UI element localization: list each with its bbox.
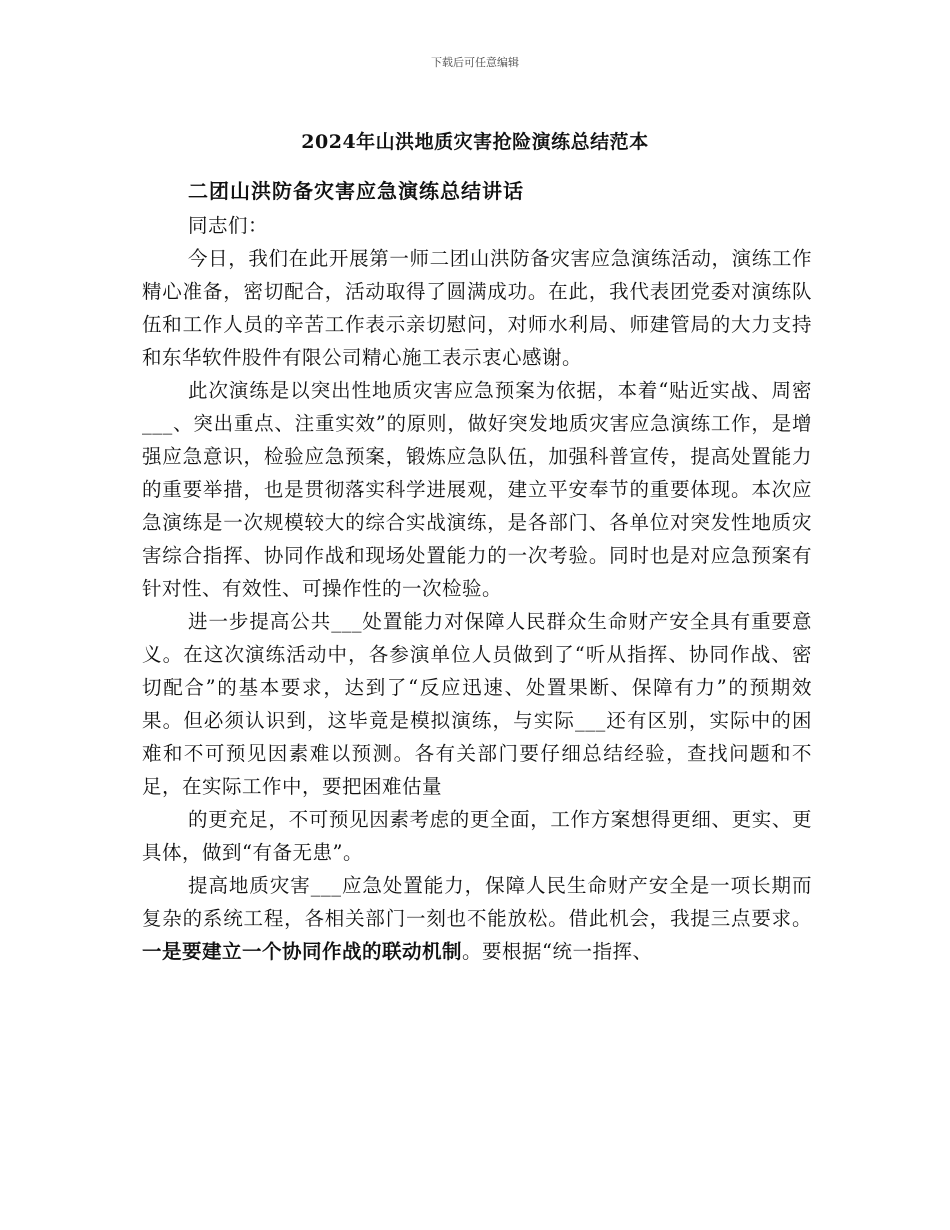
paragraph-5-emphasis: 一是要建立一个协同作战的联动机制 xyxy=(142,940,463,963)
paragraph-5-tail: 。要根据“统一指挥、 xyxy=(462,940,653,963)
paragraph-2: 此次演练是以突出性地质灾害应急预案为依据，本着“贴近实战、周密___、突出重点、注重实效”的原则，做好突发地质灾害应急演练工作，是增强应急意识，检验应急预案，锻炼应急队伍，加强科普宣传，提高处置能力的重要举措，也是贯彻落实科学进展观，建立平安奉节的重要体现。本次应急演练是一次规模较大的综合实战演练，是各部门、各单位对突发性地质灾害综合指挥、协同作战和现场处置能力的一次考验。同时也是对应急预案有针对性、有效性、可操作性的一次检验。 xyxy=(142,379,812,600)
document-body xyxy=(142,209,812,968)
document-title: 2024年山洪地质灾害抢险演练总结范本 xyxy=(301,131,649,153)
paragraph-1: 今日，我们在此开展第一师二团山洪防备灾害应急演练活动，演练工作精心准备，密切配合，活动取得了圆满成功。在此，我代表团党委对演练队伍和工作人员的辛苦工作表示亲切慰问，对师水利局、师建管局的大力支持和东华软件股件有限公司精心施工表示衷心感谢。 xyxy=(142,247,812,369)
paragraph-5 xyxy=(142,869,812,968)
section-heading: 二团山洪防备灾害应急演练总结讲话 xyxy=(188,179,524,203)
paragraph-4: 的更充足，不可预见因素考虑的更全面，工作方案想得更细、更实、更具体，做到“有备无患”。 xyxy=(142,808,812,864)
salutation: 同志们： xyxy=(188,214,269,237)
paragraph-3: 进一步提高公共___处置能力对保障人民群众生命财产安全具有重要意义。在这次演练活动中，各参演单位人员做到了“听从指挥、协同作战、密切配合”的基本要求，达到了“反应迅速、处置果断、保障有力”的预期效果。但必须认识到，这毕竟是模拟演练，与实际___还有区别，实际中的困难和不可预见因素难以预测。各有关部门要仔细总结经验，查找问题和不足，在实际工作中，要把困难估量 xyxy=(142,610,812,798)
paragraph-5-text: 提高地质灾害___应急处置能力，保障人民生命财产安全是一项长期而复杂的系统工程，各相关部门一刻也不能放松。借此机会，我提三点要求。 xyxy=(142,874,812,930)
header-note: 下载后可任意编辑 xyxy=(431,56,519,69)
